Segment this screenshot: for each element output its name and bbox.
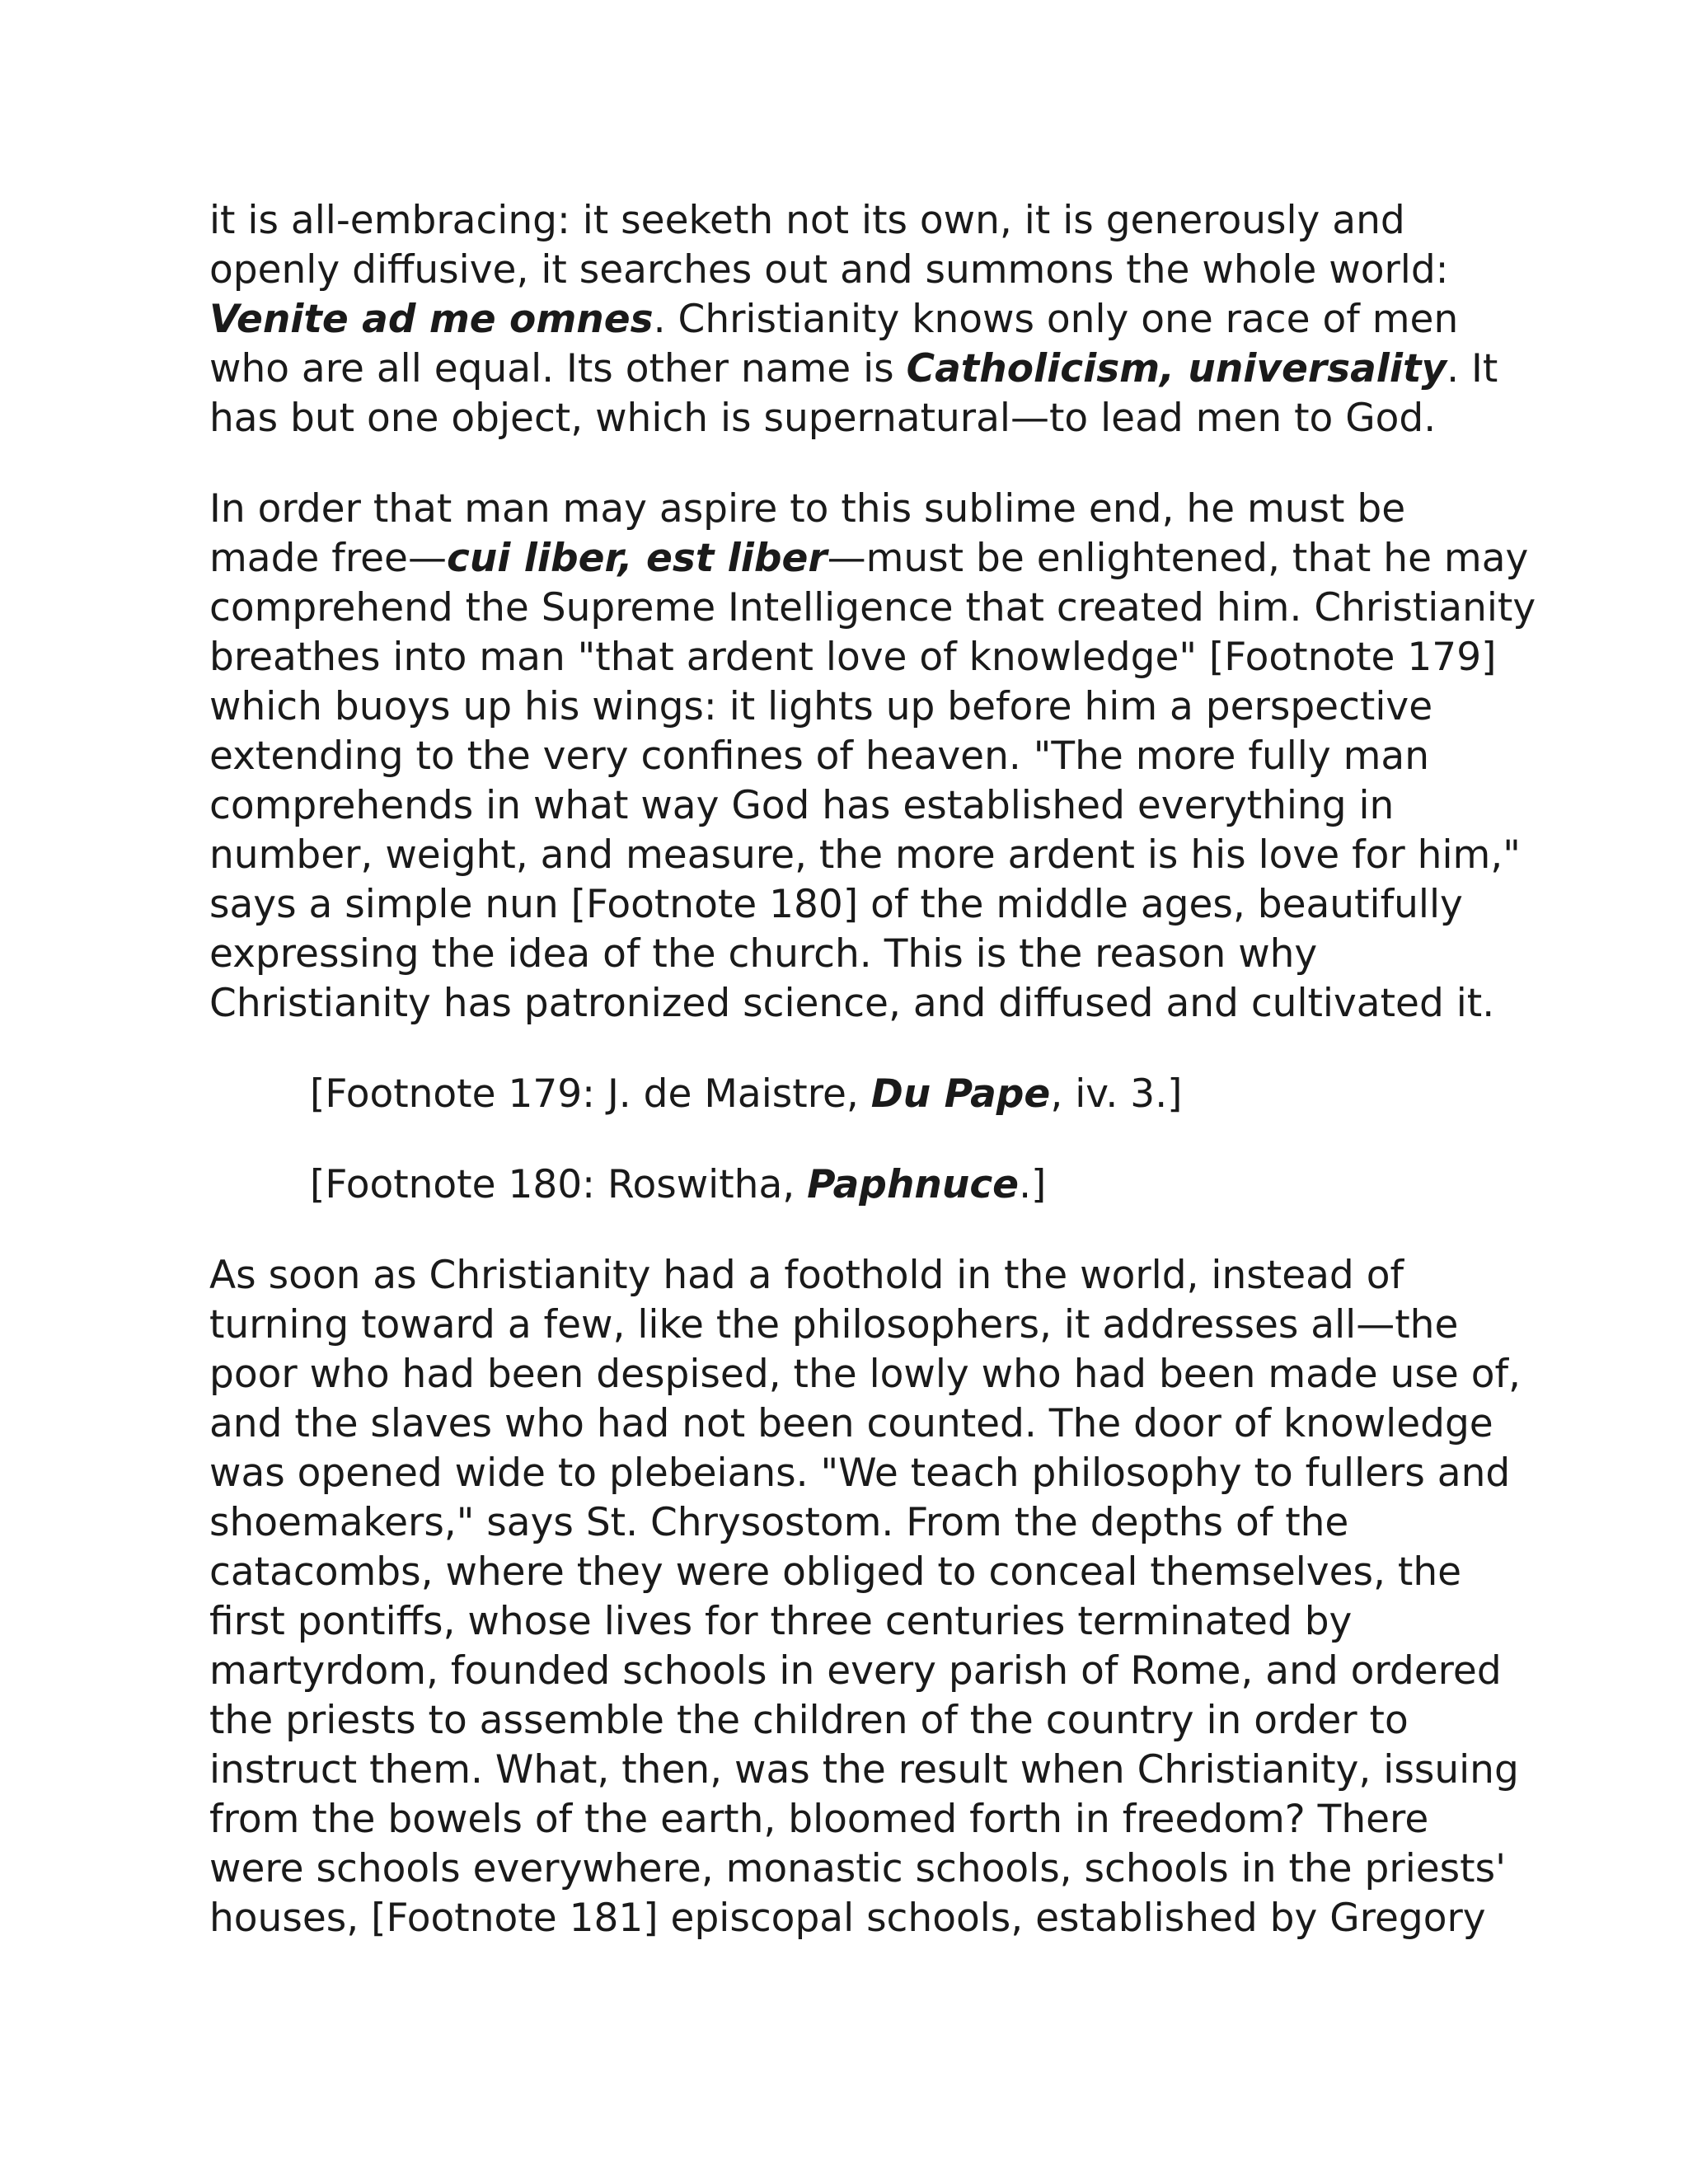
text-line (209, 930, 1495, 979)
text-run: —must be enlightened, that he may (827, 536, 1529, 581)
text-line (209, 485, 1495, 534)
text-run: first pontiffs, whose lives for three centuries terminated by (209, 1599, 1353, 1644)
text-run: [Footnote 180: Roswitha, (310, 1162, 808, 1207)
text-run: comprehend the Supreme Intelligence that created him. Christianity (209, 585, 1536, 630)
text-line (209, 633, 1495, 682)
text-run: Christianity has patronized science, and diffused and cultivated it. (209, 981, 1495, 1026)
text-line (209, 344, 1498, 394)
text-line (209, 1449, 1511, 1498)
text-line (310, 1070, 1495, 1119)
text-line (209, 1597, 1495, 1647)
text-run: openly diffusive, it searches out and summons the whole world: (209, 247, 1449, 293)
text-run: were schools everywhere, monastic schools, schools in the priests' (209, 1846, 1506, 1891)
text-line (209, 781, 1495, 831)
text-line (209, 1251, 1495, 1301)
text-line (209, 295, 1495, 344)
text-run: expressing the idea of the church. This is the reason why (209, 931, 1318, 977)
text-line (209, 880, 1495, 930)
emphasized-text: Paphnuce (807, 1162, 1020, 1207)
text-run: from the bowels of the earth, bloomed forth in freedom? There (209, 1797, 1429, 1842)
text-line (209, 1498, 1495, 1548)
emphasized-text: cui liber, est liber (446, 536, 828, 581)
text-line (209, 831, 1521, 880)
text-run: breathes into man "that ardent love of knowledge" [Footnote 179] (209, 635, 1497, 680)
text-line (209, 1399, 1495, 1449)
text-run: [Footnote 179: J. de Maistre, (310, 1071, 871, 1117)
text-line (209, 1844, 1506, 1894)
text-line (209, 1746, 1519, 1795)
text-run: number, weight, and measure, the more ardent is his love for him," (209, 832, 1521, 878)
text-line (209, 534, 1529, 583)
text-line (209, 394, 1495, 443)
text-run: , iv. 3.] (1050, 1071, 1183, 1117)
text-line (209, 1301, 1495, 1350)
text-line (310, 1160, 1495, 1210)
text-run: made free— (209, 536, 447, 581)
text-line (209, 246, 1495, 295)
text-run: houses, [Footnote 181] episcopal schools, established by Gregory (209, 1896, 1486, 1941)
text-run: which buoys up his wings: it lights up before him a perspective (209, 684, 1433, 729)
text-line (209, 682, 1495, 732)
text-line (209, 1894, 1495, 1943)
text-run: comprehends in what way God has established everything in (209, 783, 1395, 828)
text-run: turning toward a few, like the philosophers, it addresses all—the (209, 1302, 1459, 1347)
text-run: who are all equal. Its other name is (209, 346, 907, 391)
text-line (209, 1795, 1495, 1844)
text-run: martyrdom, founded schools in every parish of Rome, and ordered (209, 1648, 1502, 1694)
emphasized-text: Catholicism, universality (906, 346, 1447, 391)
text-line (209, 1647, 1502, 1696)
text-run: and the slaves who had not been counted. The door of knowledge (209, 1401, 1493, 1446)
text-run: was opened wide to plebeians. "We teach philosophy to fullers and (209, 1451, 1511, 1496)
text-line (209, 1350, 1522, 1399)
text-line (209, 732, 1495, 781)
text-run: catacombs, where they were obliged to conceal themselves, the (209, 1549, 1462, 1595)
text-run: . It (1447, 346, 1498, 391)
text-line (209, 196, 1495, 246)
text-run: has but one object, which is supernatural—to lead men to God. (209, 396, 1437, 441)
text-run: shoemakers," says St. Chrysostom. From the depths of the (209, 1500, 1349, 1545)
emphasized-text: Du Pape (870, 1071, 1051, 1117)
body-paragraph (209, 196, 1498, 443)
text-line (209, 583, 1536, 633)
text-run: As soon as Christianity had a foothold in the world, instead of (209, 1253, 1404, 1298)
text-run: it is all-embracing: it seeketh not its own, it is generously and (209, 198, 1405, 243)
text-run: says a simple nun [Footnote 180] of the middle ages, beautifully (209, 882, 1463, 927)
text-run: poor who had been despised, the lowly who had been made use of, (209, 1352, 1522, 1397)
text-run: extending to the very confines of heaven. "The more fully man (209, 733, 1429, 779)
text-run: In order that man may aspire to this sublime end, he must be (209, 486, 1406, 532)
emphasized-text: Venite ad me omnes (209, 297, 654, 342)
body-paragraph (209, 485, 1536, 1029)
text-line (209, 1696, 1495, 1746)
footnote (209, 1070, 1495, 1119)
text-line (209, 979, 1495, 1029)
text-run: . Christianity knows only one race of men (653, 297, 1459, 342)
text-run: instruct them. What, then, was the result when Christianity, issuing (209, 1747, 1519, 1793)
footnote (209, 1160, 1495, 1210)
body-paragraph (209, 1251, 1522, 1943)
text-line (209, 1548, 1495, 1597)
text-run: the priests to assemble the children of the country in order to (209, 1698, 1409, 1743)
document-page (209, 196, 1536, 1985)
text-run: .] (1019, 1162, 1047, 1207)
